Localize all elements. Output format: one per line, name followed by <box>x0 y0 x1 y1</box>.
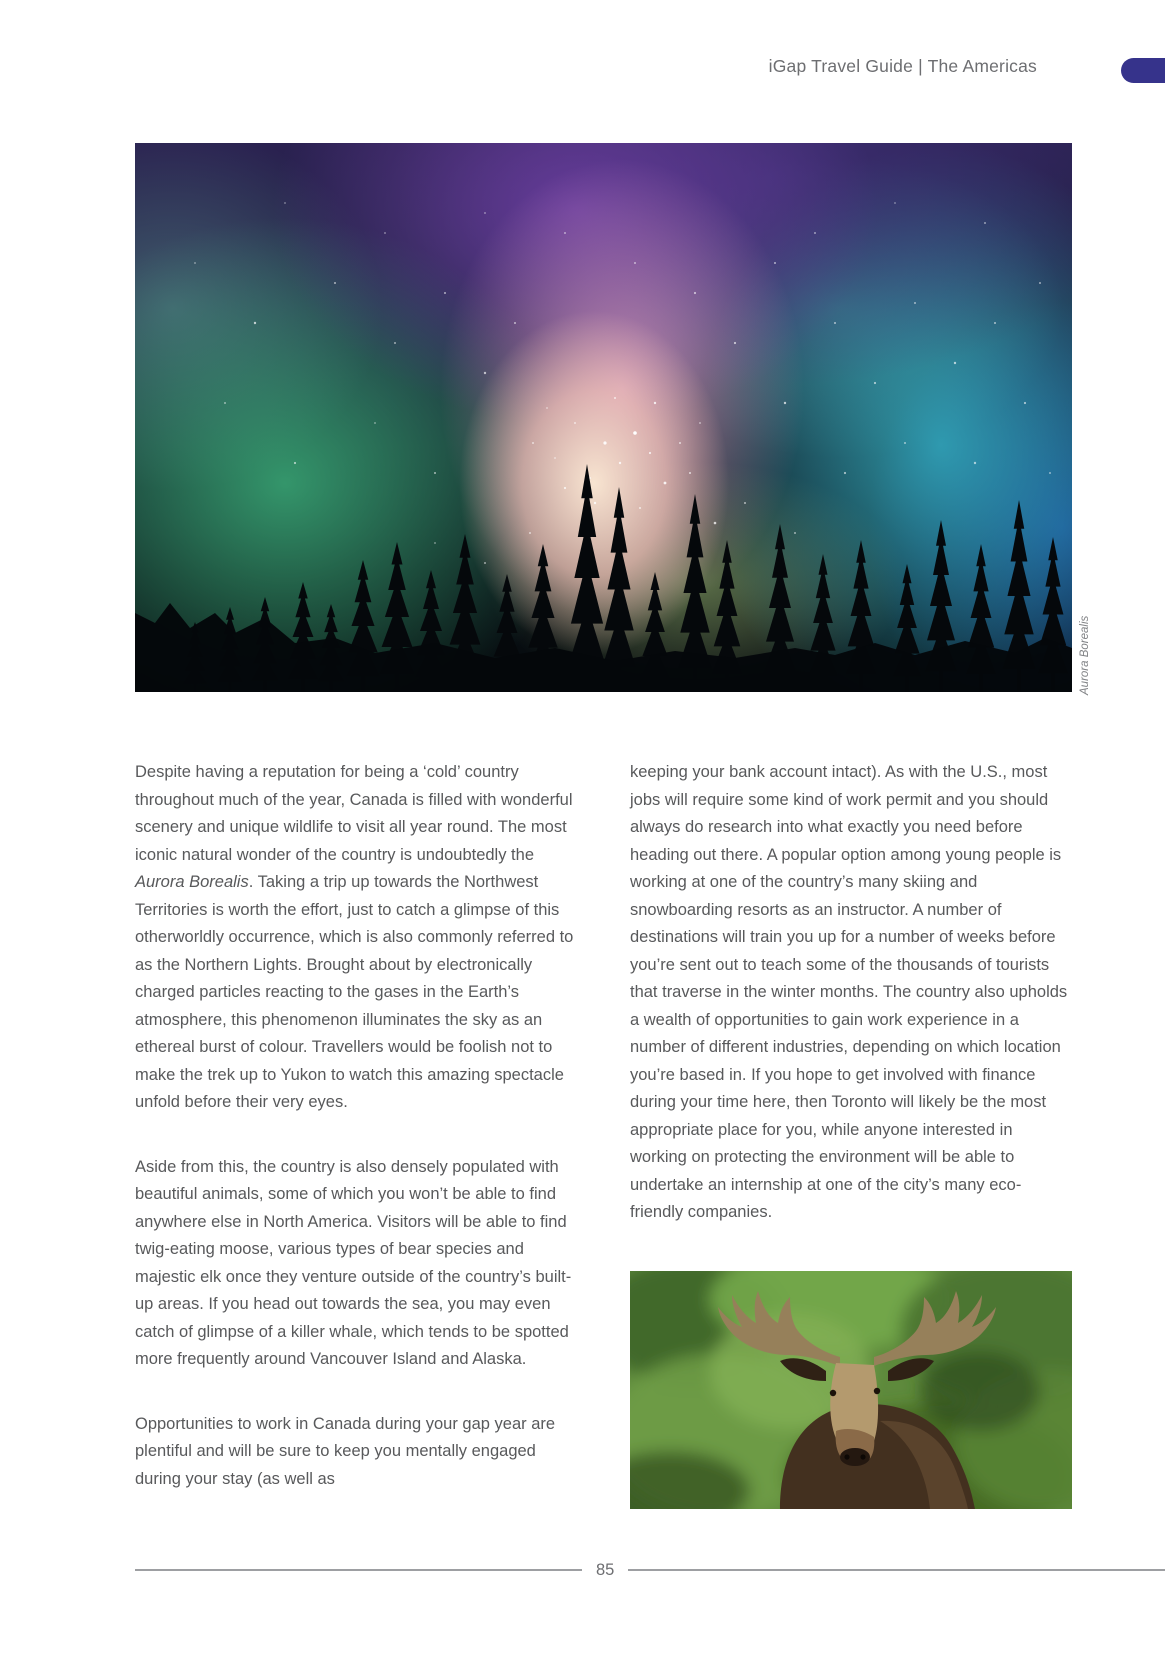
paragraph-wildlife: Aside from this, the country is also densely populated with beautiful animals, some of which you won’t be able to find anywhere else in North America. Visitors will be able to find twig-eating moose, various types of bear species and majestic elk once they venture outside of the country’s built-up areas. If you head out towards the sea, you may even catch of glimpse of a killer whale, which tends to be spotted more frequently around Vancouver Island and Alaska. <box>135 1157 572 1368</box>
article-body <box>135 759 1072 1509</box>
paragraph-work-intro: Opportunities to work in Canada during your gap year are plentiful and will be sure to keep you mentally engaged during your stay (as well as <box>135 1414 556 1488</box>
aurora-photo <box>135 143 1072 692</box>
paragraph-aurora-text-2: . Taking a trip up towards the Northwest Territories is worth the effort, just to catch a glimpse of this otherworldly occurrence, which is also commonly referred to as the Northern Lights. Brought about by electronically charged particles reacting to the gases in the Earth’s atmosphere, this phenomenon illuminates the sky as an ethereal burst of colour. Travellers would be foolish not to make the trek up to Yukon to watch this amazing spectacle unfold before their very eyes. <box>135 873 574 1111</box>
footer-rule-right <box>628 1569 1165 1571</box>
article-column-left <box>135 759 577 1509</box>
footer-rule-left <box>135 1569 582 1571</box>
moose-photo-art <box>630 1271 1072 1509</box>
paragraph-work-continued: keeping your bank account intact). As with the U.S., most jobs will require some kind of work permit and you should always do research into what exactly you need before heading out there. A popular option among young people is working at one of the country’s many skiing and snowboarding resorts as an instructor. A number of destinations will train you up for a number of weeks before you’re sent out to teach some of the thousands of tourists that traverse in the winter months. The country also upholds a wealth of opportunities to gain work experience in a number of different industries, depending on which location you’re based in. If you hope to get involved with finance during your time here, then Toronto will likely be the most appropriate place for you, while anyone interested in working on protecting the environment will be able to undertake an internship at one of the city’s many eco-friendly companies. <box>630 763 1068 1221</box>
page-number: 85 <box>596 1560 615 1579</box>
aurora-photo-overlay <box>135 143 1072 692</box>
aurora-borealis-italic: Aurora Borealis <box>135 873 249 891</box>
moose-photo <box>630 1271 1072 1509</box>
chapter-tab-marker <box>1121 58 1165 83</box>
photo-caption: Aurora Borealis <box>1079 615 1091 695</box>
page-header-title: iGap Travel Guide | The Americas <box>768 56 1037 76</box>
paragraph-aurora-text-1: Despite having a reputation for being a ‘cold’ country throughout much of the year, Canada is filled with wonderful scenery and unique wildlife to visit all year round. The most iconic natural wonder of the country is undoubtedly the <box>135 763 573 864</box>
article-column-right <box>630 759 1072 1509</box>
page-footer <box>135 1558 1165 1582</box>
paragraph-aurora <box>135 759 577 1117</box>
